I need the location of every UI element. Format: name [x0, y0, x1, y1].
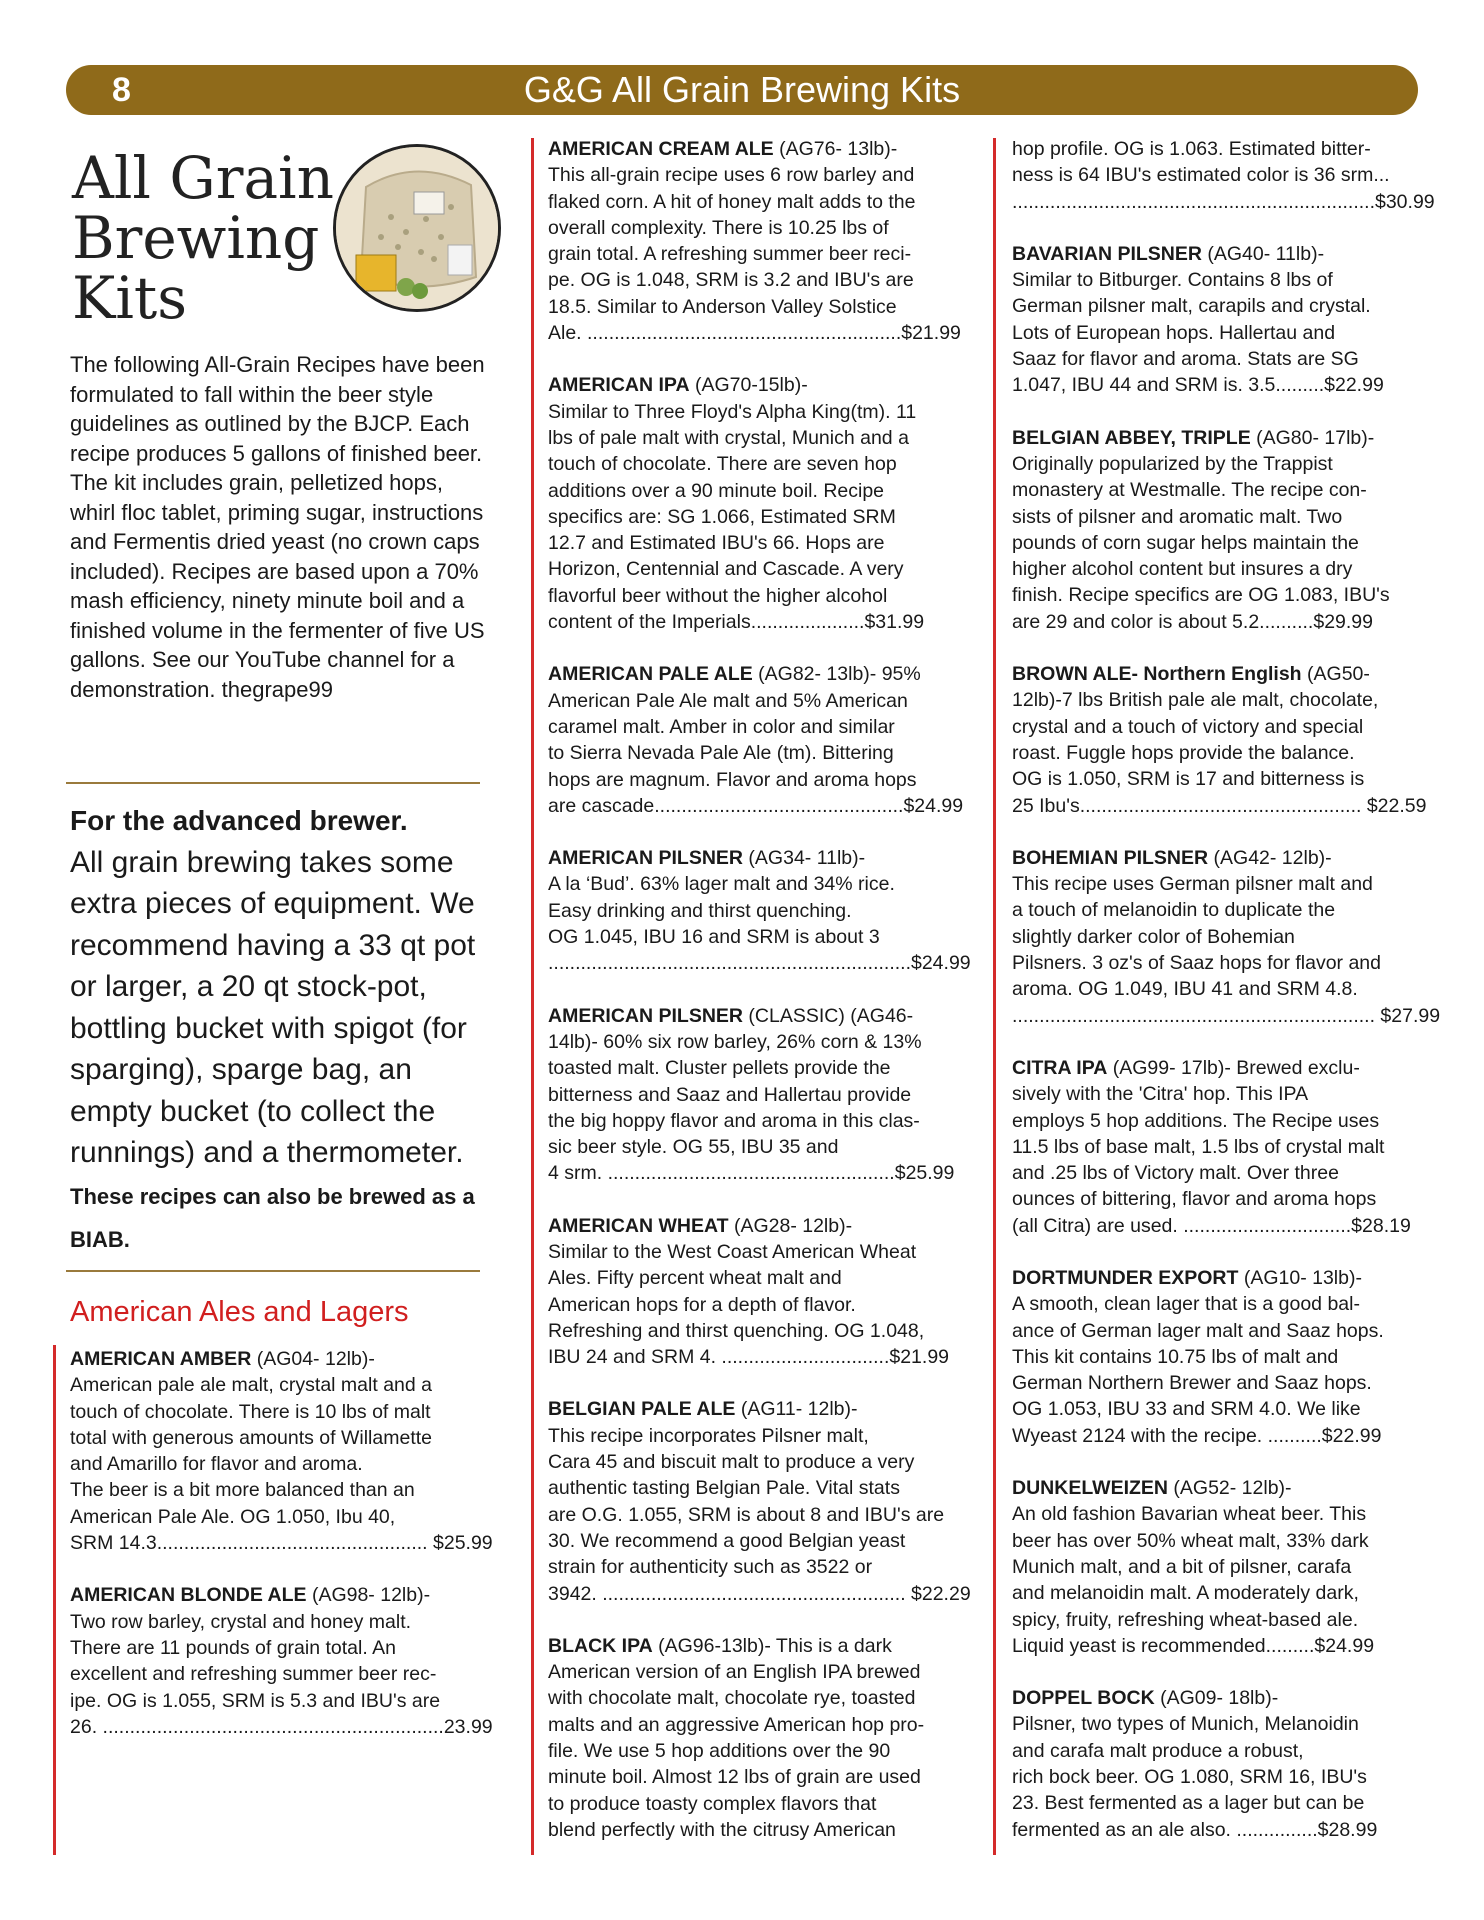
heading-line: Kits [72, 264, 187, 332]
recipe-line: German Northern Brewer and Saaz hops. [1012, 1372, 1372, 1395]
recipe-line: ...................................................................$30.99 [1012, 190, 1435, 213]
recipe-line: This all-grain recipe uses 6 row barley and [548, 164, 915, 187]
recipe-line: sively with the 'Citra' hop. This IPA [1012, 1083, 1309, 1106]
recipe-entry [70, 1346, 495, 1556]
recipe-line: flavorful beer without the higher alcohol [548, 584, 888, 607]
entry-gap [548, 1370, 978, 1396]
recipe-name: DORTMUNDER EXPORT [1012, 1266, 1239, 1289]
recipe-line: 25 Ibu's.................................................... $22.59 [1012, 794, 1427, 817]
recipe-line: German pilsner malt, carapils and crystal. [1012, 295, 1371, 318]
recipe-line: AMERICAN PALE ALE (AG82- 13lb)- 95% [548, 663, 921, 686]
recipe-line: authentic tasting Belgian Pale. Vital stats [548, 1477, 900, 1500]
recipe-entry [1012, 1265, 1422, 1449]
recipe-line: and carafa malt produce a robust, [1012, 1739, 1304, 1762]
recipe-line: SRM 14.3.................................................. $25.99 [70, 1532, 493, 1555]
entry-gap [548, 819, 978, 845]
recipe-line: AMERICAN PILSNER (CLASSIC) (AG46- [548, 1004, 914, 1027]
recipe-line: beer has over 50% wheat malt, 33% dark [1012, 1529, 1369, 1552]
recipe-name: AMERICAN PALE ALE [548, 663, 753, 686]
recipe-line: OG 1.053, IBU 33 and SRM 4.0. We like [1012, 1398, 1361, 1421]
recipe-line: AMERICAN BLONDE ALE (AG98- 12lb)- [70, 1584, 431, 1607]
section-title: American Ales and Lagers [70, 1296, 409, 1328]
recipe-line: bitterness and Saaz and Hallertau provide [548, 1083, 912, 1106]
recipe-line: flaked corn. A hit of honey malt adds to the [548, 190, 916, 213]
recipe-line: Similar to the West Coast American Wheat [548, 1240, 917, 1263]
recipe-line: rich bock beer. OG 1.080, SRM 16, IBU's [1012, 1766, 1367, 1789]
recipe-line: Refreshing and thirst quenching. OG 1.048, [548, 1319, 925, 1342]
recipe-name: AMERICAN AMBER [70, 1348, 252, 1370]
recipe-line: AMERICAN CREAM ALE (AG76- 13lb)- [548, 138, 898, 160]
recipe-name: AMERICAN BLONDE ALE [70, 1584, 307, 1607]
biab-note: These recipes can also be brewed as a BIAB. [70, 1183, 475, 1252]
kit-photo [333, 144, 501, 312]
recipe-name: BLACK IPA [548, 1634, 653, 1657]
recipe-line: slightly darker color of Bohemian [1012, 925, 1295, 948]
recipe-line: grain total. A refreshing summer beer reci- [548, 243, 912, 266]
column-rule [993, 138, 996, 1855]
recipe-entry [548, 1396, 978, 1606]
recipe-line: A smooth, clean lager that is a good bal- [1012, 1293, 1360, 1316]
recipe-line: CITRA IPA (AG99- 17lb)- Brewed exclu- [1012, 1056, 1360, 1079]
recipe-entry [548, 1633, 978, 1843]
recipe-line: Similar to Three Floyd's Alpha King(tm). 11 [548, 400, 917, 423]
recipe-line: 14lb)- 60% six row barley, 26% corn & 13% [548, 1030, 922, 1053]
entry-gap [1012, 399, 1422, 425]
recipe-line: total with generous amounts of Willamette [70, 1426, 433, 1449]
recipe-entry [548, 661, 978, 819]
recipe-line: are cascade..............................................$24.99 [548, 794, 964, 817]
recipe-line: and Amarillo for flavor and aroma. [70, 1453, 363, 1476]
recipe-line: and .25 lbs of Victory malt. Over three [1012, 1162, 1339, 1185]
recipe-line: Similar to Bitburger. Contains 8 lbs of [1012, 269, 1333, 292]
header-bar [66, 65, 1418, 115]
intro-paragraph: The following All-Grain Recipes have been formulated to fall within the beer style guidelines as outlined by the BJCP. Each recipe produces 5 gallons of finished beer. The kit includes grain, pelletized hops, whirl floc tablet, priming sugar, instructions and Fermentis dried yeast (no crown caps included). Recipes are based upon a 70% mash efficiency, ninety minute boil and a finished volume in the fermenter of five US gallons. See our YouTube channel for a demonstration. thegrape99 [70, 352, 485, 702]
recipe-line: with chocolate malt, chocolate rye, toasted [548, 1687, 916, 1710]
recipe-line: caramel malt. Amber in color and similar [548, 715, 895, 738]
recipe-line: AMERICAN PILSNER (AG34- 11lb)- [548, 847, 866, 870]
heading-line: Brewing [72, 204, 320, 272]
recipe-line: An old fashion Bavarian wheat beer. This [1012, 1503, 1367, 1526]
recipe-line: the big hoppy flavor and aroma in this clas- [548, 1109, 920, 1132]
grain-bag-illustration [336, 147, 498, 309]
heading-line: All Grain [72, 144, 334, 212]
recipe-line: toasted malt. Cluster pellets provide the [548, 1057, 891, 1080]
recipe-line: (all Citra) are used. ...............................$28.19 [1012, 1214, 1411, 1237]
recipe-line: AMERICAN IPA (AG70-15lb)- [548, 374, 808, 397]
entry-gap [1012, 1239, 1422, 1265]
recipe-line: American Pale Ale. OG 1.050, Ibu 40, [70, 1505, 396, 1528]
entry-gap [548, 977, 978, 1003]
recipe-line: crystal and a touch of victory and special [1012, 715, 1364, 738]
entry-gap [1012, 1449, 1422, 1475]
column-rule [53, 1345, 56, 1855]
recipe-entry [548, 845, 978, 976]
recipe-line: specifics are: SG 1.066, Estimated SRM [548, 505, 896, 528]
recipe-line: 12.7 and Estimated IBU's 66. Hops are [548, 532, 885, 555]
entry-gap [1012, 819, 1422, 845]
recipe-entry [548, 372, 978, 635]
recipe-entry [70, 1582, 495, 1740]
recipe-line: blend perfectly with the citrusy American [548, 1818, 896, 1841]
entry-gap [1012, 635, 1422, 661]
recipe-column-2 [548, 136, 978, 1843]
recipe-line: Two row barley, crystal and honey malt. [70, 1610, 412, 1633]
recipe-line: higher alcohol content but insures a dry [1012, 558, 1353, 581]
recipe-line: Horizon, Centennial and Cascade. A very [548, 558, 904, 581]
recipe-line: This recipe incorporates Pilsner malt, [548, 1424, 869, 1447]
advanced-body: All grain brewing takes some extra pieces of equipment. We recommend having a 33 qt pot or larger, a 20 qt stock-pot, bottling bucket with spigot (for sparging), sparge bag, an empty bucket (to collect the runnings) and a thermometer. [70, 845, 476, 1169]
recipe-line: ance of German lager malt and Saaz hops. [1012, 1319, 1384, 1342]
recipe-line: 11.5 lbs of base malt, 1.5 lbs of crystal malt [1012, 1135, 1385, 1158]
recipe-line: to produce toasty complex flavors that [548, 1792, 877, 1815]
recipe-name: CITRA IPA [1012, 1056, 1108, 1079]
recipe-line: BAVARIAN PILSNER (AG40- 11lb)- [1012, 242, 1325, 265]
recipe-line: minute boil. Almost 12 lbs of grain are used [548, 1766, 921, 1789]
entry-gap [70, 1556, 495, 1582]
recipe-line: strain for authenticity such as 3522 or [548, 1556, 873, 1579]
recipe-line: American Pale Ale malt and 5% American [548, 689, 908, 712]
recipe-line: pe. OG is 1.048, SRM is 3.2 and IBU's are [548, 269, 914, 292]
recipe-line: spicy, fruity, refreshing wheat-based ale. [1012, 1608, 1359, 1631]
recipe-line: Cara 45 and biscuit malt to produce a very [548, 1451, 915, 1474]
recipe-line: sists of pilsner and aromatic malt. Two [1012, 505, 1343, 528]
recipe-line: touch of chocolate. There is 10 lbs of malt [70, 1400, 431, 1423]
recipe-line: 23. Best fermented as a lager but can be [1012, 1792, 1365, 1815]
recipe-line: BROWN ALE- Northern English (AG50- [1012, 663, 1370, 686]
entry-gap [548, 346, 978, 372]
recipe-line: content of the Imperials.....................$31.99 [548, 611, 925, 634]
recipe-line: finish. Recipe specifics are OG 1.083, IBU's [1012, 584, 1390, 607]
recipe-line: additions over a 90 minute boil. Recipe [548, 479, 885, 502]
recipe-line: Easy drinking and thirst quenching. [548, 899, 852, 922]
recipe-line: touch of chocolate. There are seven hop [548, 453, 897, 476]
recipe-line: and melanoidin malt. A moderately dark, [1012, 1582, 1359, 1605]
recipe-line: 26. ...............................................................23.99 [70, 1715, 493, 1738]
page-heading [72, 144, 342, 332]
recipe-line: DORTMUNDER EXPORT (AG10- 13lb)- [1012, 1266, 1362, 1289]
advanced-brewer-note [70, 800, 490, 1261]
recipe-name: AMERICAN WHEAT [548, 1214, 729, 1237]
recipe-line: Munich malt, and a bit of pilsner, carafa [1012, 1555, 1352, 1578]
recipe-line: employs 5 hop additions. The Recipe uses [1012, 1109, 1380, 1132]
recipe-line: fermented as an ale also. ...............$28.99 [1012, 1818, 1378, 1841]
recipe-name: BAVARIAN PILSNER [1012, 242, 1202, 265]
recipe-line: Originally popularized by the Trappist [1012, 452, 1333, 475]
recipe-line: This recipe uses German pilsner malt and [1012, 873, 1373, 896]
recipe-line: roast. Fuggle hops provide the balance. [1012, 741, 1355, 764]
recipe-line: a touch of melanoidin to duplicate the [1012, 899, 1336, 922]
recipe-line: file. We use 5 hop additions over the 90 [548, 1740, 891, 1763]
recipe-line: This kit contains 10.75 lbs of malt and [1012, 1345, 1339, 1368]
recipe-line: DUNKELWEIZEN (AG52- 12lb)- [1012, 1477, 1292, 1500]
recipe-column-1 [70, 1346, 495, 1740]
recipe-entry [1012, 1685, 1422, 1843]
recipe-entry [548, 1003, 978, 1187]
recipe-line: The beer is a bit more balanced than an [70, 1479, 415, 1502]
recipe-line: aroma. OG 1.049, IBU 41 and SRM 4.8. [1012, 978, 1358, 1001]
recipe-entry [548, 136, 978, 346]
recipe-line: OG is 1.050, SRM is 17 and bitterness is [1012, 768, 1365, 791]
entry-gap [548, 635, 978, 661]
recipe-line: ness is 64 IBU's estimated color is 36 srm... [1012, 164, 1390, 187]
entry-gap [1012, 1659, 1422, 1685]
recipe-line: Pilsners. 3 oz's of Saaz hops for flavor and [1012, 952, 1381, 975]
divider [66, 1270, 480, 1272]
advanced-lead: For the advanced brewer. [70, 805, 408, 836]
recipe-line: sic beer style. OG 55, IBU 35 and [548, 1136, 839, 1159]
recipe-line: A la ‘Bud’. 63% lager malt and 34% rice. [548, 873, 895, 896]
recipe-line: AMERICAN WHEAT (AG28- 12lb)- [548, 1214, 853, 1237]
recipe-entry [1012, 661, 1427, 819]
recipe-line: Saaz for flavor and aroma. Stats are SG [1012, 348, 1359, 371]
divider [66, 782, 480, 784]
recipe-line: are O.G. 1.055, SRM is about 8 and IBU's are [548, 1503, 945, 1526]
recipe-line: 12lb)-7 lbs British pale ale malt, chocolate, [1012, 689, 1379, 712]
recipe-line: overall complexity. There is 10.25 lbs of [548, 216, 889, 239]
recipe-column-3 [1012, 136, 1441, 1843]
recipe-line: lbs of pale malt with crystal, Munich and a [548, 426, 909, 449]
recipe-name: AMERICAN PILSNER [548, 1004, 744, 1027]
recipe-line: Ale. ..........................................................$21.99 [548, 322, 961, 345]
entry-gap [548, 1187, 978, 1213]
entry-gap [1012, 1029, 1422, 1055]
recipe-line: 1.047, IBU 44 and SRM is. 3.5.........$22.99 [1012, 374, 1384, 397]
recipe-line: ipe. OG is 1.055, SRM is 5.3 and IBU's are [70, 1689, 441, 1712]
recipe-line: ................................................................... $27.99 [1012, 1004, 1441, 1027]
recipe-line: excellent and refreshing summer beer rec- [70, 1663, 437, 1686]
recipe-line: American pale ale malt, crystal malt and a [70, 1374, 432, 1397]
recipe-name: BELGIAN PALE ALE [548, 1398, 736, 1421]
recipe-name: AMERICAN PILSNER [548, 847, 744, 870]
recipe-line: ounces of bittering, flavor and aroma hops [1012, 1188, 1377, 1211]
recipe-line: 4 srm. .....................................................$25.99 [548, 1162, 955, 1185]
recipe-name: BROWN ALE- Northern English [1012, 663, 1302, 686]
recipe-line: 18.5. Similar to Anderson Valley Solstice [548, 295, 897, 318]
recipe-line: BOHEMIAN PILSNER (AG42- 12lb)- [1012, 846, 1332, 869]
recipe-entry [1012, 425, 1422, 635]
recipe-name: BELGIAN ABBEY, TRIPLE [1012, 426, 1251, 449]
recipe-entry [1012, 1475, 1422, 1659]
recipe-line: DOPPEL BOCK (AG09- 18lb)- [1012, 1687, 1279, 1710]
recipe-line: to Sierra Nevada Pale Ale (tm). Bittering [548, 742, 894, 765]
recipe-entry [1012, 241, 1422, 399]
recipe-line: Liquid yeast is recommended.........$24.99 [1012, 1634, 1375, 1657]
recipe-line: hop profile. OG is 1.063. Estimated bitter- [1012, 138, 1371, 160]
recipe-line: American version of an English IPA brewed [548, 1661, 921, 1684]
recipe-name: AMERICAN CREAM ALE [548, 138, 774, 160]
recipe-entry [548, 1213, 978, 1371]
column-rule [531, 138, 534, 1855]
recipe-name: AMERICAN IPA [548, 374, 690, 397]
recipe-line: American hops for a depth of flavor. [548, 1293, 856, 1316]
recipe-name: DUNKELWEIZEN [1012, 1477, 1168, 1500]
recipe-line: pounds of corn sugar helps maintain the [1012, 531, 1359, 554]
recipe-line: Pilsner, two types of Munich, Melanoidin [1012, 1713, 1359, 1736]
recipe-line: BLACK IPA (AG96-13lb)- This is a dark [548, 1634, 892, 1657]
recipe-line: hops are magnum. Flavor and aroma hops [548, 768, 917, 791]
recipe-line: ...................................................................$24.99 [548, 952, 971, 975]
recipe-line: 30. We recommend a good Belgian yeast [548, 1529, 906, 1552]
recipe-entry [1012, 136, 1435, 215]
recipe-line: Wyeast 2124 with the recipe. ..........$22.99 [1012, 1424, 1382, 1447]
entry-gap [1012, 215, 1422, 241]
recipe-name: BOHEMIAN PILSNER [1012, 846, 1209, 869]
recipe-entry [1012, 1055, 1422, 1239]
header-title: G&G All Grain Brewing Kits [523, 69, 961, 110]
recipe-line: 3942. ........................................................ $22.29 [548, 1582, 971, 1605]
recipe-line: are 29 and color is about 5.2..........$29.99 [1012, 610, 1373, 633]
recipe-line: Ales. Fifty percent wheat malt and [548, 1267, 842, 1290]
recipe-line: BELGIAN PALE ALE (AG11- 12lb)- [548, 1398, 858, 1421]
recipe-line: malts and an aggressive American hop pro- [548, 1713, 925, 1736]
recipe-line: AMERICAN AMBER (AG04- 12lb)- [70, 1348, 375, 1370]
recipe-line: There are 11 pounds of grain total. An [70, 1636, 396, 1659]
recipe-line: OG 1.045, IBU 16 and SRM is about 3 [548, 926, 880, 949]
recipe-line: IBU 24 and SRM 4. ...............................$21.99 [548, 1346, 950, 1369]
recipe-entry [1012, 845, 1441, 1029]
recipe-line: BELGIAN ABBEY, TRIPLE (AG80- 17lb)- [1012, 426, 1375, 449]
entry-gap [548, 1607, 978, 1633]
recipe-name: DOPPEL BOCK [1012, 1687, 1155, 1710]
page-number: 8 [112, 71, 131, 109]
recipe-line: Lots of European hops. Hallertau and [1012, 321, 1336, 344]
recipe-line: monastery at Westmalle. The recipe con- [1012, 479, 1367, 502]
